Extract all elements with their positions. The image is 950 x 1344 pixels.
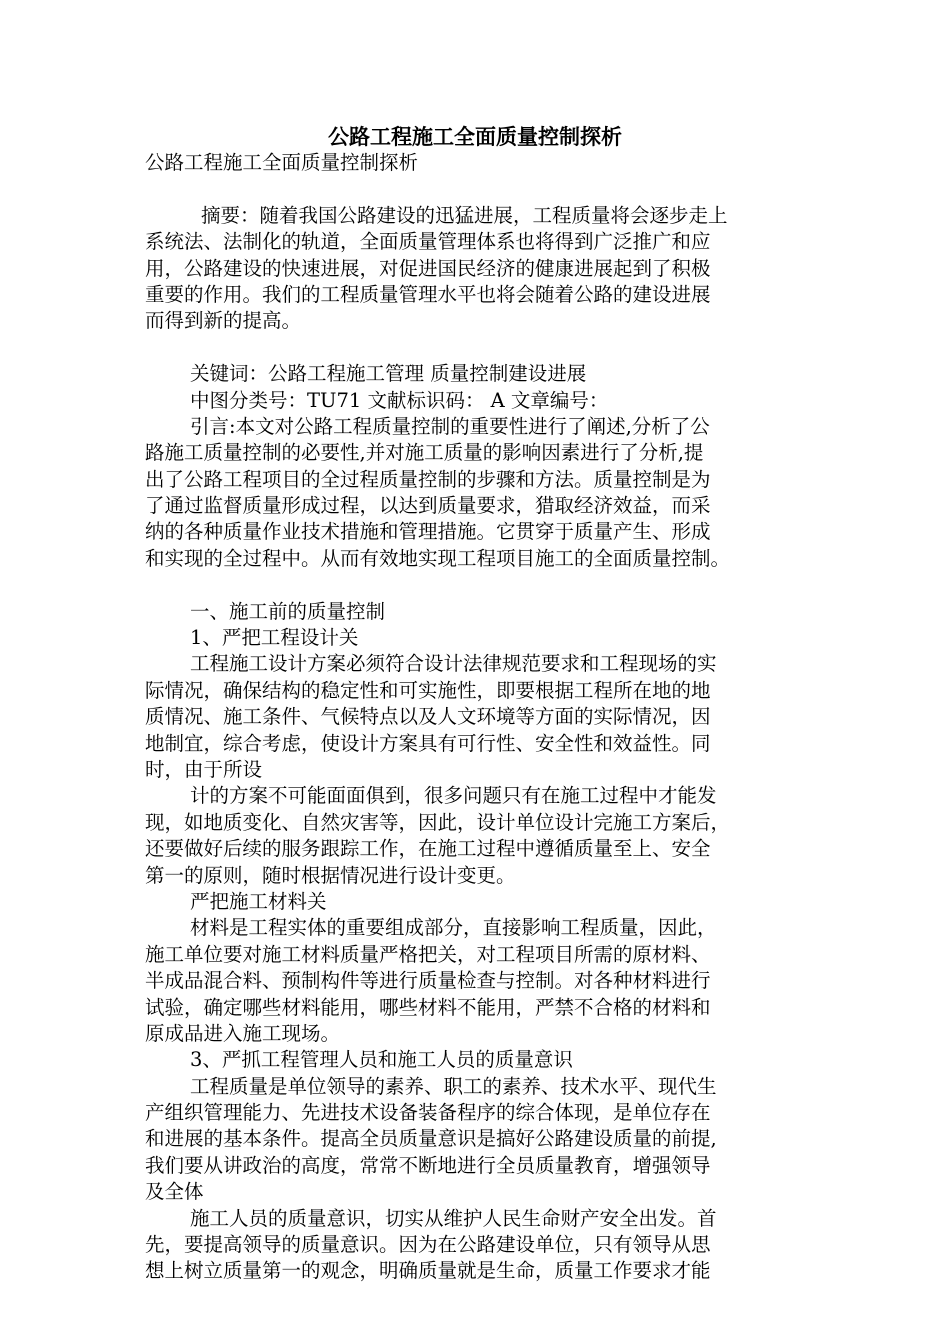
classification: 中图分类号：TU71 文献标识码： A 文章编号： — [190, 388, 609, 412]
paragraph-line: 质情况、施工条件、气候特点以及人文环境等方面的实际情况，因 — [145, 705, 711, 729]
intro-line: 引言:本文对公路工程质量控制的重要性进行了阐述,分析了公 — [190, 414, 710, 438]
intro-line: 路施工质量控制的必要性,并对施工质量的影响因素进行了分析,提 — [145, 441, 704, 465]
paragraph — [145, 1206, 810, 1285]
abstract — [145, 203, 810, 335]
document-body — [145, 150, 810, 1285]
paragraph-line: 际情况，确保结构的稳定性和可实施性，即要根据工程所在地的地 — [145, 678, 711, 702]
paragraph-line: 和进展的基本条件。提高全员质量意识是搞好公路建设质量的前提, — [145, 1127, 717, 1151]
paragraph-line: 现，如地质变化、自然灾害等，因此，设计单位设计完施工方案后， — [145, 810, 731, 834]
paragraph — [145, 783, 810, 889]
paragraph — [145, 1074, 810, 1206]
paragraph-line: 地制宜，综合考虑，使设计方案具有可行性、安全性和效益性。同 — [145, 731, 711, 755]
paragraph-line: 我们要从讲政治的高度，常常不断地进行全员质量教育，增强领导 — [145, 1153, 711, 1177]
paragraph-line: 材料是工程实体的重要组成部分，直接影响工程质量，因此， — [190, 916, 717, 940]
paragraph-line: 工程质量是单位领导的素养、职工的素养、技术水平、现代生 — [190, 1074, 717, 1098]
document-title: 公路工程施工全面质量控制探析 — [328, 125, 622, 149]
section-heading: 一、施工前的质量控制 — [190, 599, 386, 623]
paragraph-line: 时，由于所设 — [145, 757, 263, 781]
document-subtitle: 公路工程施工全面质量控制探析 — [145, 151, 419, 174]
paragraph-line: 试验，确定哪些材料能用，哪些材料不能用，严禁不合格的材料和 — [145, 995, 711, 1019]
abstract-line: 重要的作用。我们的工程质量管理水平也将会随着公路的建设进展 — [145, 282, 711, 306]
paragraph-line: 产组织管理能力、先进技术设备装备程序的综合体现，是单位存在 — [145, 1101, 711, 1125]
abstract-line: 而得到新的提高。 — [145, 309, 302, 333]
abstract-line: 摘要：随着我国公路建设的迅猛进展，工程质量将会逐步走上 — [201, 203, 728, 227]
subsection-heading: 3、严抓工程管理人员和施工人员的质量意识 — [190, 1048, 573, 1072]
paragraph-line: 还要做好后续的服务跟踪工作，在施工过程中遵循质量至上、安全 — [145, 837, 711, 861]
paragraph-line: 施工单位要对施工材料质量严格把关，对工程项目所需的原材料、 — [145, 942, 711, 966]
paragraph-line: 工程施工设计方案必须符合设计法律规范要求和工程现场的实 — [190, 652, 717, 676]
paragraph-line: 第一的原则，随时根据情况进行设计变更。 — [145, 863, 516, 887]
paragraph-line: 半成品混合料、预制构件等进行质量检查与控制。对各种材料进行 — [145, 969, 711, 993]
intro-line: 了通过监督质量形成过程，以达到质量要求，猎取经济效益，而采 — [145, 494, 711, 518]
introduction — [145, 414, 810, 572]
paragraph — [145, 915, 810, 1047]
paragraph — [145, 651, 810, 783]
abstract-line: 用，公路建设的快速进展，对促进国民经济的健康进展起到了积极 — [145, 256, 711, 280]
subsection-heading: 严把施工材料关 — [190, 889, 327, 913]
keywords: 关键词：公路工程施工管理 质量控制建设进展 — [190, 362, 587, 386]
abstract-line: 系统法、法制化的轨道，全面质量管理体系也将得到广泛推广和应 — [145, 230, 711, 254]
subsection-heading: 1、严把工程设计关 — [190, 626, 359, 650]
paragraph-line: 计的方案不可能面面俱到，很多问题只有在施工过程中才能发 — [190, 784, 717, 808]
intro-line: 纳的各种质量作业技术措施和管理措施。它贯穿于质量产生、形成 — [145, 520, 711, 544]
intro-line: 出了公路工程项目的全过程质量控制的步骤和方法。质量控制是为 — [145, 467, 711, 491]
paragraph-line: 想上树立质量第一的观念，明确质量就是生命，质量工作要求才能 — [145, 1259, 711, 1283]
paragraph-line: 施工人员的质量意识，切实从维护人民生命财产安全出发。首 — [190, 1206, 717, 1230]
paragraph-line: 及全体 — [145, 1180, 204, 1204]
paragraph-line: 先，要提高领导的质量意识。因为在公路建设单位，只有领导从思 — [145, 1233, 711, 1257]
intro-line: 和实现的全过程中。从而有效地实现工程项目施工的全面质量控制。 — [145, 546, 731, 570]
paragraph-line: 原成品进入施工现场。 — [145, 1021, 341, 1045]
